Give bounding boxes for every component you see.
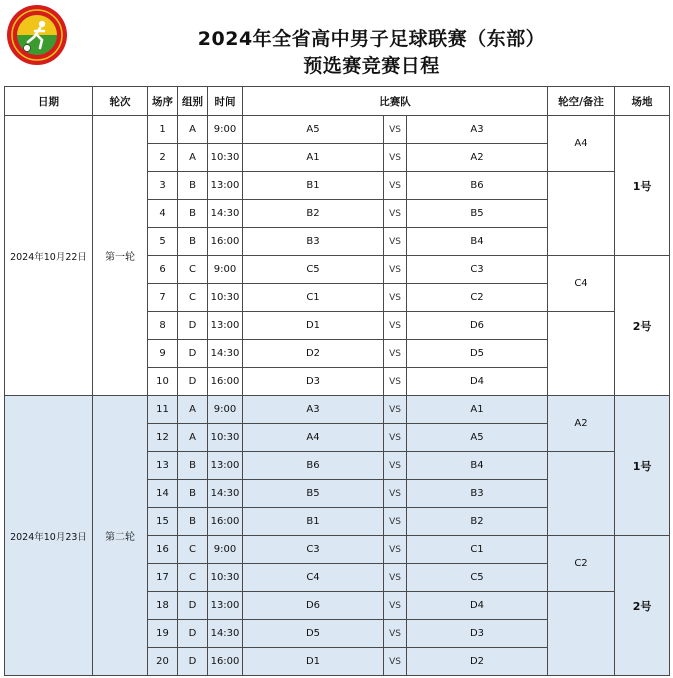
group-cell: C (178, 256, 208, 284)
match-no-cell: 7 (148, 284, 178, 312)
group-cell: D (178, 340, 208, 368)
time-cell: 10:30 (208, 144, 243, 172)
time-cell: 9:00 (208, 536, 243, 564)
vs-cell: VS (384, 536, 407, 564)
venue-cell: 1号 (615, 116, 670, 256)
time-cell: 16:00 (208, 508, 243, 536)
group-cell: B (178, 200, 208, 228)
page-title (70, 26, 673, 80)
away-team-cell: B3 (407, 480, 548, 508)
bye-cell: A2 (548, 396, 615, 452)
time-cell: 16:00 (208, 648, 243, 676)
match-no-cell: 18 (148, 592, 178, 620)
time-cell: 9:00 (208, 116, 243, 144)
group-cell: C (178, 536, 208, 564)
match-no-cell: 1 (148, 116, 178, 144)
league-logo-icon (6, 4, 68, 66)
away-team-cell: D4 (407, 368, 548, 396)
bye-cell (548, 452, 615, 536)
vs-cell: VS (384, 172, 407, 200)
bye-cell: A4 (548, 116, 615, 172)
time-cell: 14:30 (208, 620, 243, 648)
time-cell: 13:00 (208, 452, 243, 480)
group-cell: C (178, 284, 208, 312)
away-team-cell: D6 (407, 312, 548, 340)
match-no-cell: 16 (148, 536, 178, 564)
bye-cell: C4 (548, 256, 615, 312)
home-team-cell: B6 (243, 452, 384, 480)
home-team-cell: D5 (243, 620, 384, 648)
match-no-cell: 4 (148, 200, 178, 228)
header-group: 组别 (178, 87, 208, 116)
group-cell: D (178, 648, 208, 676)
header-teams: 比赛队 (243, 87, 548, 116)
away-team-cell: B2 (407, 508, 548, 536)
vs-cell: VS (384, 340, 407, 368)
group-cell: A (178, 116, 208, 144)
match-no-cell: 15 (148, 508, 178, 536)
venue-cell: 2号 (615, 536, 670, 676)
home-team-cell: B3 (243, 228, 384, 256)
vs-cell: VS (384, 144, 407, 172)
time-cell: 16:00 (208, 368, 243, 396)
header-time: 时间 (208, 87, 243, 116)
group-cell: B (178, 480, 208, 508)
home-team-cell: D3 (243, 368, 384, 396)
away-team-cell: C3 (407, 256, 548, 284)
table-row (5, 396, 670, 424)
match-no-cell: 10 (148, 368, 178, 396)
title-line-1: 2024年全省高中男子足球联赛（东部） (197, 28, 546, 50)
header-date: 日期 (5, 87, 93, 116)
time-cell: 16:00 (208, 228, 243, 256)
match-no-cell: 13 (148, 452, 178, 480)
bye-cell: C2 (548, 536, 615, 592)
date-cell: 2024年10月22日 (5, 116, 93, 396)
group-cell: B (178, 172, 208, 200)
group-cell: D (178, 620, 208, 648)
bye-cell (548, 312, 615, 396)
match-no-cell: 8 (148, 312, 178, 340)
time-cell: 13:00 (208, 172, 243, 200)
vs-cell: VS (384, 648, 407, 676)
away-team-cell: B4 (407, 452, 548, 480)
vs-cell: VS (384, 592, 407, 620)
vs-cell: VS (384, 368, 407, 396)
away-team-cell: B4 (407, 228, 548, 256)
home-team-cell: C4 (243, 564, 384, 592)
group-cell: A (178, 144, 208, 172)
group-cell: D (178, 368, 208, 396)
header-bye: 轮空/备注 (548, 87, 615, 116)
home-team-cell: D2 (243, 340, 384, 368)
away-team-cell: C1 (407, 536, 548, 564)
home-team-cell: C5 (243, 256, 384, 284)
vs-cell: VS (384, 564, 407, 592)
home-team-cell: D6 (243, 592, 384, 620)
away-team-cell: B6 (407, 172, 548, 200)
away-team-cell: A5 (407, 424, 548, 452)
group-cell: B (178, 228, 208, 256)
home-team-cell: A5 (243, 116, 384, 144)
time-cell: 14:30 (208, 200, 243, 228)
date-cell: 2024年10月23日 (5, 396, 93, 676)
vs-cell: VS (384, 200, 407, 228)
time-cell: 9:00 (208, 396, 243, 424)
home-team-cell: C1 (243, 284, 384, 312)
day-1-section (5, 116, 670, 396)
vs-cell: VS (384, 312, 407, 340)
group-cell: B (178, 508, 208, 536)
match-no-cell: 9 (148, 340, 178, 368)
venue-cell: 2号 (615, 256, 670, 396)
time-cell: 10:30 (208, 564, 243, 592)
away-team-cell: C2 (407, 284, 548, 312)
away-team-cell: D5 (407, 340, 548, 368)
vs-cell: VS (384, 396, 407, 424)
home-team-cell: B5 (243, 480, 384, 508)
vs-cell: VS (384, 508, 407, 536)
vs-cell: VS (384, 116, 407, 144)
vs-cell: VS (384, 480, 407, 508)
title-line-2: 预选赛竞赛日程 (303, 55, 440, 77)
home-team-cell: B1 (243, 172, 384, 200)
match-no-cell: 12 (148, 424, 178, 452)
time-cell: 10:30 (208, 424, 243, 452)
group-cell: D (178, 592, 208, 620)
away-team-cell: C5 (407, 564, 548, 592)
match-no-cell: 17 (148, 564, 178, 592)
home-team-cell: D1 (243, 648, 384, 676)
home-team-cell: C3 (243, 536, 384, 564)
vs-cell: VS (384, 284, 407, 312)
match-no-cell: 20 (148, 648, 178, 676)
home-team-cell: B1 (243, 508, 384, 536)
header-venue: 场地 (615, 87, 670, 116)
group-cell: B (178, 452, 208, 480)
vs-cell: VS (384, 228, 407, 256)
day-2-section (5, 396, 670, 676)
away-team-cell: D4 (407, 592, 548, 620)
header-match-no: 场序 (148, 87, 178, 116)
round-cell: 第二轮 (93, 396, 148, 676)
away-team-cell: B5 (407, 200, 548, 228)
group-cell: A (178, 424, 208, 452)
group-cell: C (178, 564, 208, 592)
match-no-cell: 5 (148, 228, 178, 256)
away-team-cell: A1 (407, 396, 548, 424)
time-cell: 10:30 (208, 284, 243, 312)
match-no-cell: 2 (148, 144, 178, 172)
home-team-cell: B2 (243, 200, 384, 228)
time-cell: 9:00 (208, 256, 243, 284)
match-no-cell: 19 (148, 620, 178, 648)
time-cell: 13:00 (208, 592, 243, 620)
vs-cell: VS (384, 424, 407, 452)
table-row (5, 116, 670, 144)
away-team-cell: A3 (407, 116, 548, 144)
time-cell: 14:30 (208, 480, 243, 508)
group-cell: D (178, 312, 208, 340)
home-team-cell: A1 (243, 144, 384, 172)
match-no-cell: 3 (148, 172, 178, 200)
vs-cell: VS (384, 452, 407, 480)
home-team-cell: D1 (243, 312, 384, 340)
time-cell: 14:30 (208, 340, 243, 368)
group-cell: A (178, 396, 208, 424)
schedule-table (4, 86, 670, 676)
home-team-cell: A4 (243, 424, 384, 452)
match-no-cell: 11 (148, 396, 178, 424)
match-no-cell: 14 (148, 480, 178, 508)
vs-cell: VS (384, 620, 407, 648)
round-cell: 第一轮 (93, 116, 148, 396)
match-no-cell: 6 (148, 256, 178, 284)
away-team-cell: D2 (407, 648, 548, 676)
away-team-cell: A2 (407, 144, 548, 172)
away-team-cell: D3 (407, 620, 548, 648)
header-row (5, 87, 670, 116)
home-team-cell: A3 (243, 396, 384, 424)
bye-cell (548, 172, 615, 256)
header-round: 轮次 (93, 87, 148, 116)
time-cell: 13:00 (208, 312, 243, 340)
bye-cell (548, 592, 615, 676)
venue-cell: 1号 (615, 396, 670, 536)
vs-cell: VS (384, 256, 407, 284)
